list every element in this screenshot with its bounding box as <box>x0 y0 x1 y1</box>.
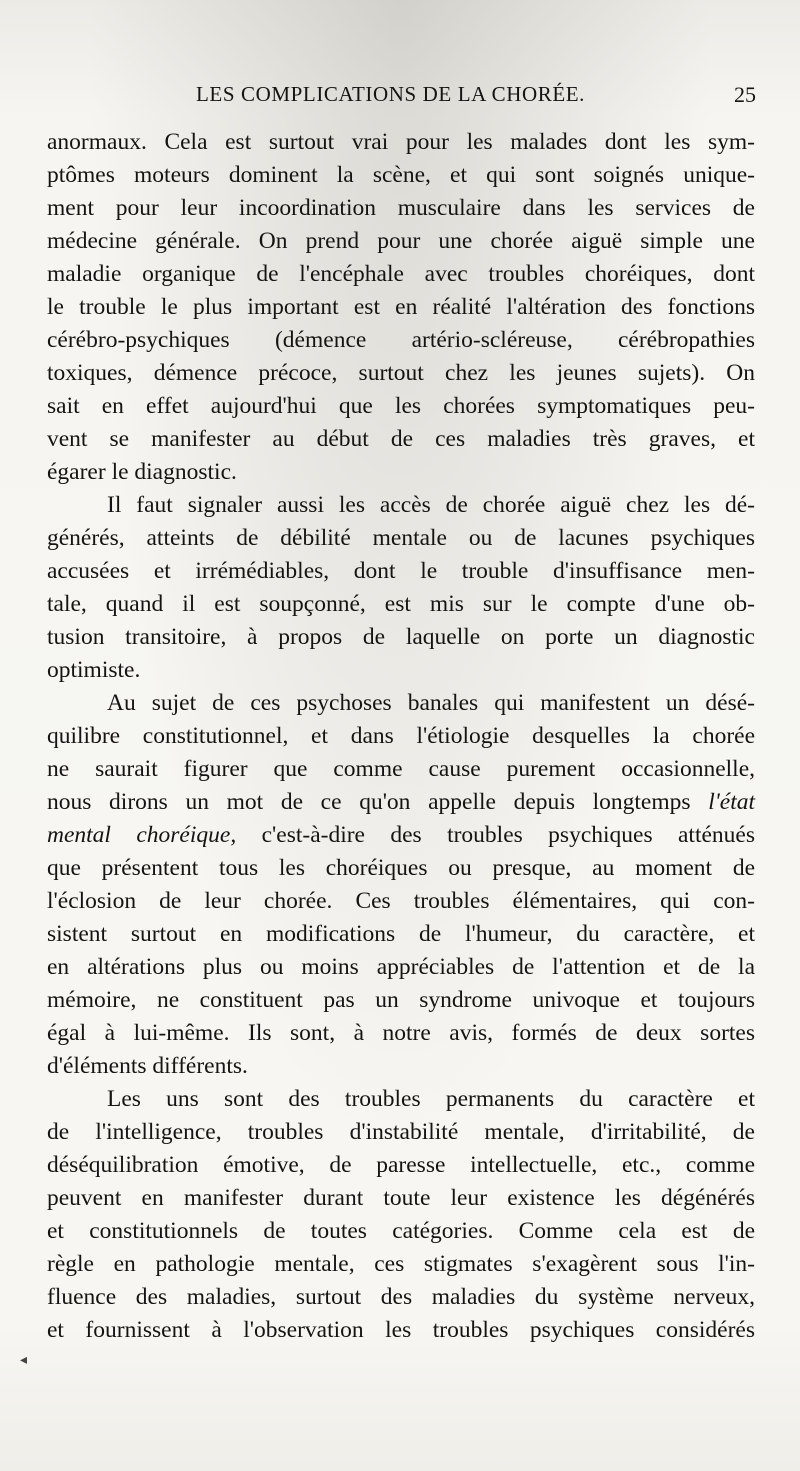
text-line: accusées et irrémédiables, dont le trouble d'insuffisance men- <box>47 558 755 584</box>
text-line: ne saurait figurer que comme cause purement occasionnelle, <box>47 756 755 782</box>
text-line: tale, quand il est soupçonné, est mis sur le compte d'une ob- <box>47 591 755 617</box>
text-line: le trouble le plus important est en réalité l'altération des fonctions <box>47 294 755 320</box>
text-segment: c'est-à-dire des troubles psychiques atténués <box>261 822 755 848</box>
text-line: peuvent en manifester durant toute leur existence les dégénérés <box>47 1185 755 1211</box>
text-line: sistent surtout en modifications de l'humeur, du caractère, et <box>47 921 755 947</box>
text-line: quilibre constitutionnel, et dans l'étiologie desquelles la chorée <box>47 723 755 749</box>
running-head <box>196 82 756 112</box>
text-line: mémoire, ne constituent pas un syndrome univoque et toujours <box>47 987 755 1013</box>
text-segment: nous dirons un mot de ce qu'on appelle depuis longtemps <box>47 789 691 815</box>
running-title: LES COMPLICATIONS DE LA CHORÉE. <box>196 82 586 106</box>
paragraph-1 <box>47 126 755 489</box>
text-line: maladie organique de l'encéphale avec troubles choréiques, dont <box>47 261 755 287</box>
text-line: Les uns sont des troubles permanents du caractère et <box>107 1086 755 1112</box>
text-line: toxiques, démence précoce, surtout chez les jeunes sujets). On <box>47 360 755 386</box>
text-line: vent se manifester au début de ces maladies très graves, et <box>47 426 755 452</box>
text-line: ptômes moteurs dominent la scène, et qui sont soignés unique- <box>47 162 755 188</box>
text-line: tusion transitoire, à propos de laquelle on porte un diagnostic <box>47 624 755 650</box>
text-line: optimiste. <box>47 657 141 683</box>
text-line: égarer le diagnostic. <box>47 459 237 485</box>
italic-term-start: l'état <box>708 789 755 815</box>
body-text <box>47 126 755 1347</box>
text-line: et fournissent à l'observation les troubles psychiques considérés <box>47 1317 755 1343</box>
text-line: règle en pathologie mentale, ces stigmates s'exagèrent sous l'in- <box>47 1251 755 1277</box>
text-line-with-italic <box>47 819 755 852</box>
italic-term: mental choréique, <box>47 822 237 848</box>
text-line: de l'intelligence, troubles d'instabilité mentale, d'irritabilité, de <box>47 1119 755 1145</box>
text-line: en altérations plus ou moins appréciables de l'attention et de la <box>47 954 755 980</box>
text-line: égal à lui-même. Ils sont, à notre avis, formés de deux sortes <box>47 1020 755 1046</box>
text-line: Au sujet de ces psychoses banales qui manifestent un désé- <box>107 690 755 716</box>
text-line: que présentent tous les choréiques ou presque, au moment de <box>47 855 755 881</box>
text-line-with-italic <box>47 786 755 819</box>
ink-speck-icon: ◂ <box>20 1353 28 1368</box>
paragraph-3 <box>47 687 755 1083</box>
text-line: et constitutionnels de toutes catégories. Comme cela est de <box>47 1218 755 1244</box>
page-number: 25 <box>734 82 756 107</box>
text-line: anormaux. Cela est surtout vrai pour les malades dont les sym- <box>47 129 755 155</box>
paragraph-2 <box>47 489 755 687</box>
text-line: sait en effet aujourd'hui que les chorées symptomatiques peu- <box>47 393 755 419</box>
text-line: l'éclosion de leur chorée. Ces troubles élémentaires, qui con- <box>47 888 755 914</box>
paragraph-4 <box>47 1083 755 1347</box>
text-line: générés, atteints de débilité mentale ou de lacunes psychiques <box>47 525 755 551</box>
text-line: d'éléments différents. <box>47 1053 248 1079</box>
text-line: cérébro-psychiques (démence artério-scléreuse, cérébropathies <box>47 327 755 353</box>
text-line: médecine générale. On prend pour une chorée aiguë simple une <box>47 228 755 254</box>
text-line: Il faut signaler aussi les accès de chorée aiguë chez les dé- <box>107 492 755 518</box>
text-line: ment pour leur incoordination musculaire dans les services de <box>47 195 755 221</box>
text-line: fluence des maladies, surtout des maladies du système nerveux, <box>47 1284 755 1310</box>
text-line: déséquilibration émotive, de paresse intellectuelle, etc., comme <box>47 1152 755 1178</box>
